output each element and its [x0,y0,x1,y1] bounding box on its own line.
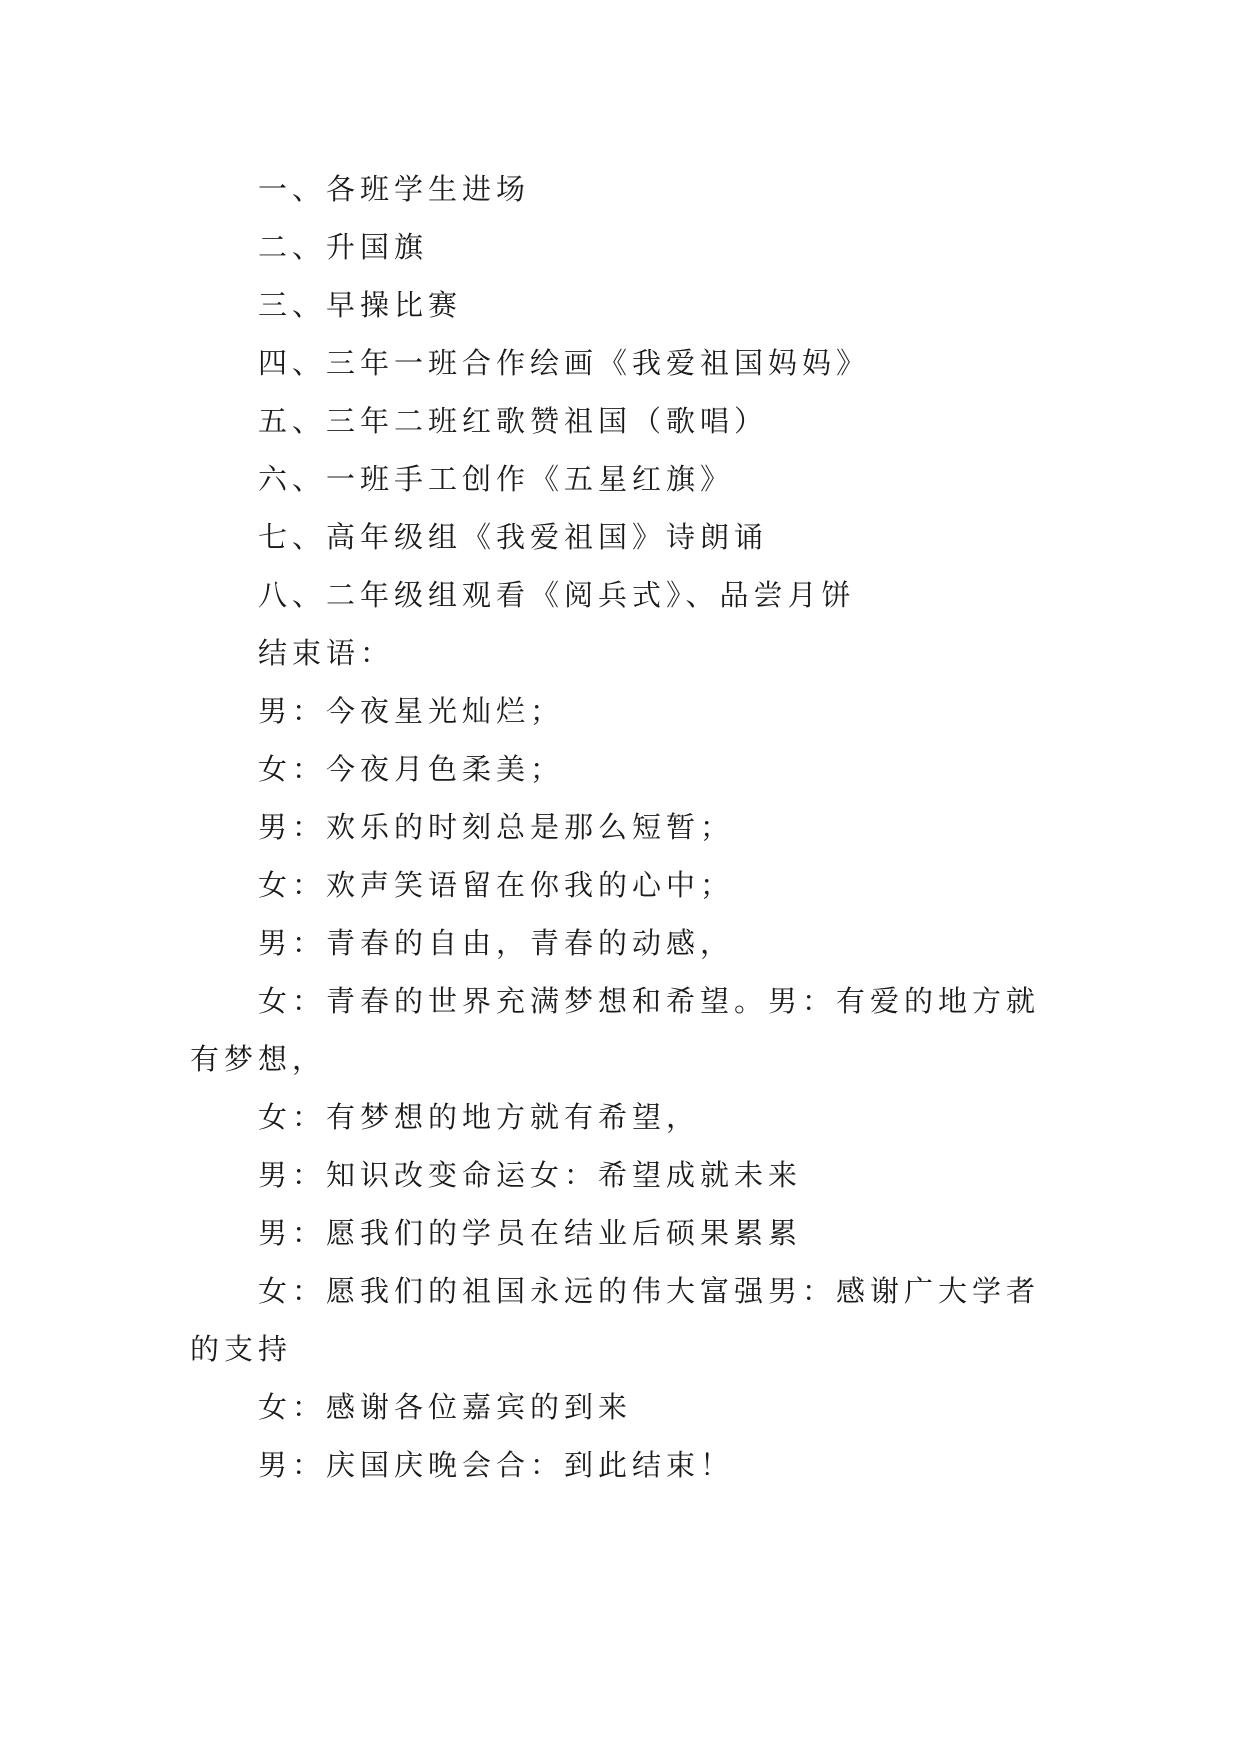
closing-line: 男：庆国庆晚会合：到此结束！ [258,1448,735,1482]
program-item: 三、早操比赛 [258,288,463,322]
closing-line: 女：感谢各位嘉宾的到来 [258,1390,633,1424]
program-item: 八、二年级组观看《阅兵式》、品尝月饼 [258,578,856,612]
closing-line: 男：青春的自由，青春的动感， [258,926,735,960]
closing-line: 男：知识改变命运女：希望成就未来 [258,1158,803,1192]
program-item: 四、三年一班合作绘画《我爱祖国妈妈》 [258,346,871,380]
closing-line: 女：今夜月色柔美； [258,752,565,786]
closing-line: 女：有梦想的地方就有希望， [258,1100,701,1134]
closing-line: 男：今夜星光灿烂； [258,694,565,728]
closing-line: 男：欢乐的时刻总是那么短暂； [258,810,735,844]
closing-line: 女：青春的世界充满梦想和希望。男：有爱的地方就有梦想， [190,984,1041,1076]
program-item: 二、升国旗 [258,230,429,264]
closing-line: 女：欢声笑语留在你我的心中； [258,868,735,902]
closing-heading: 结束语： [258,636,395,670]
closing-line: 男：愿我们的学员在结业后硕果累累 [258,1216,803,1250]
program-item: 七、高年级组《我爱祖国》诗朗诵 [258,520,769,554]
program-item: 六、一班手工创作《五星红旗》 [258,462,735,496]
program-item: 五、三年二班红歌赞祖国（歌唱） [258,404,769,438]
document-body [190,160,1060,1494]
program-item: 一、各班学生进场 [258,172,531,206]
closing-line: 女：愿我们的祖国永远的伟大富强男：感谢广大学者的支持 [190,1274,1041,1366]
